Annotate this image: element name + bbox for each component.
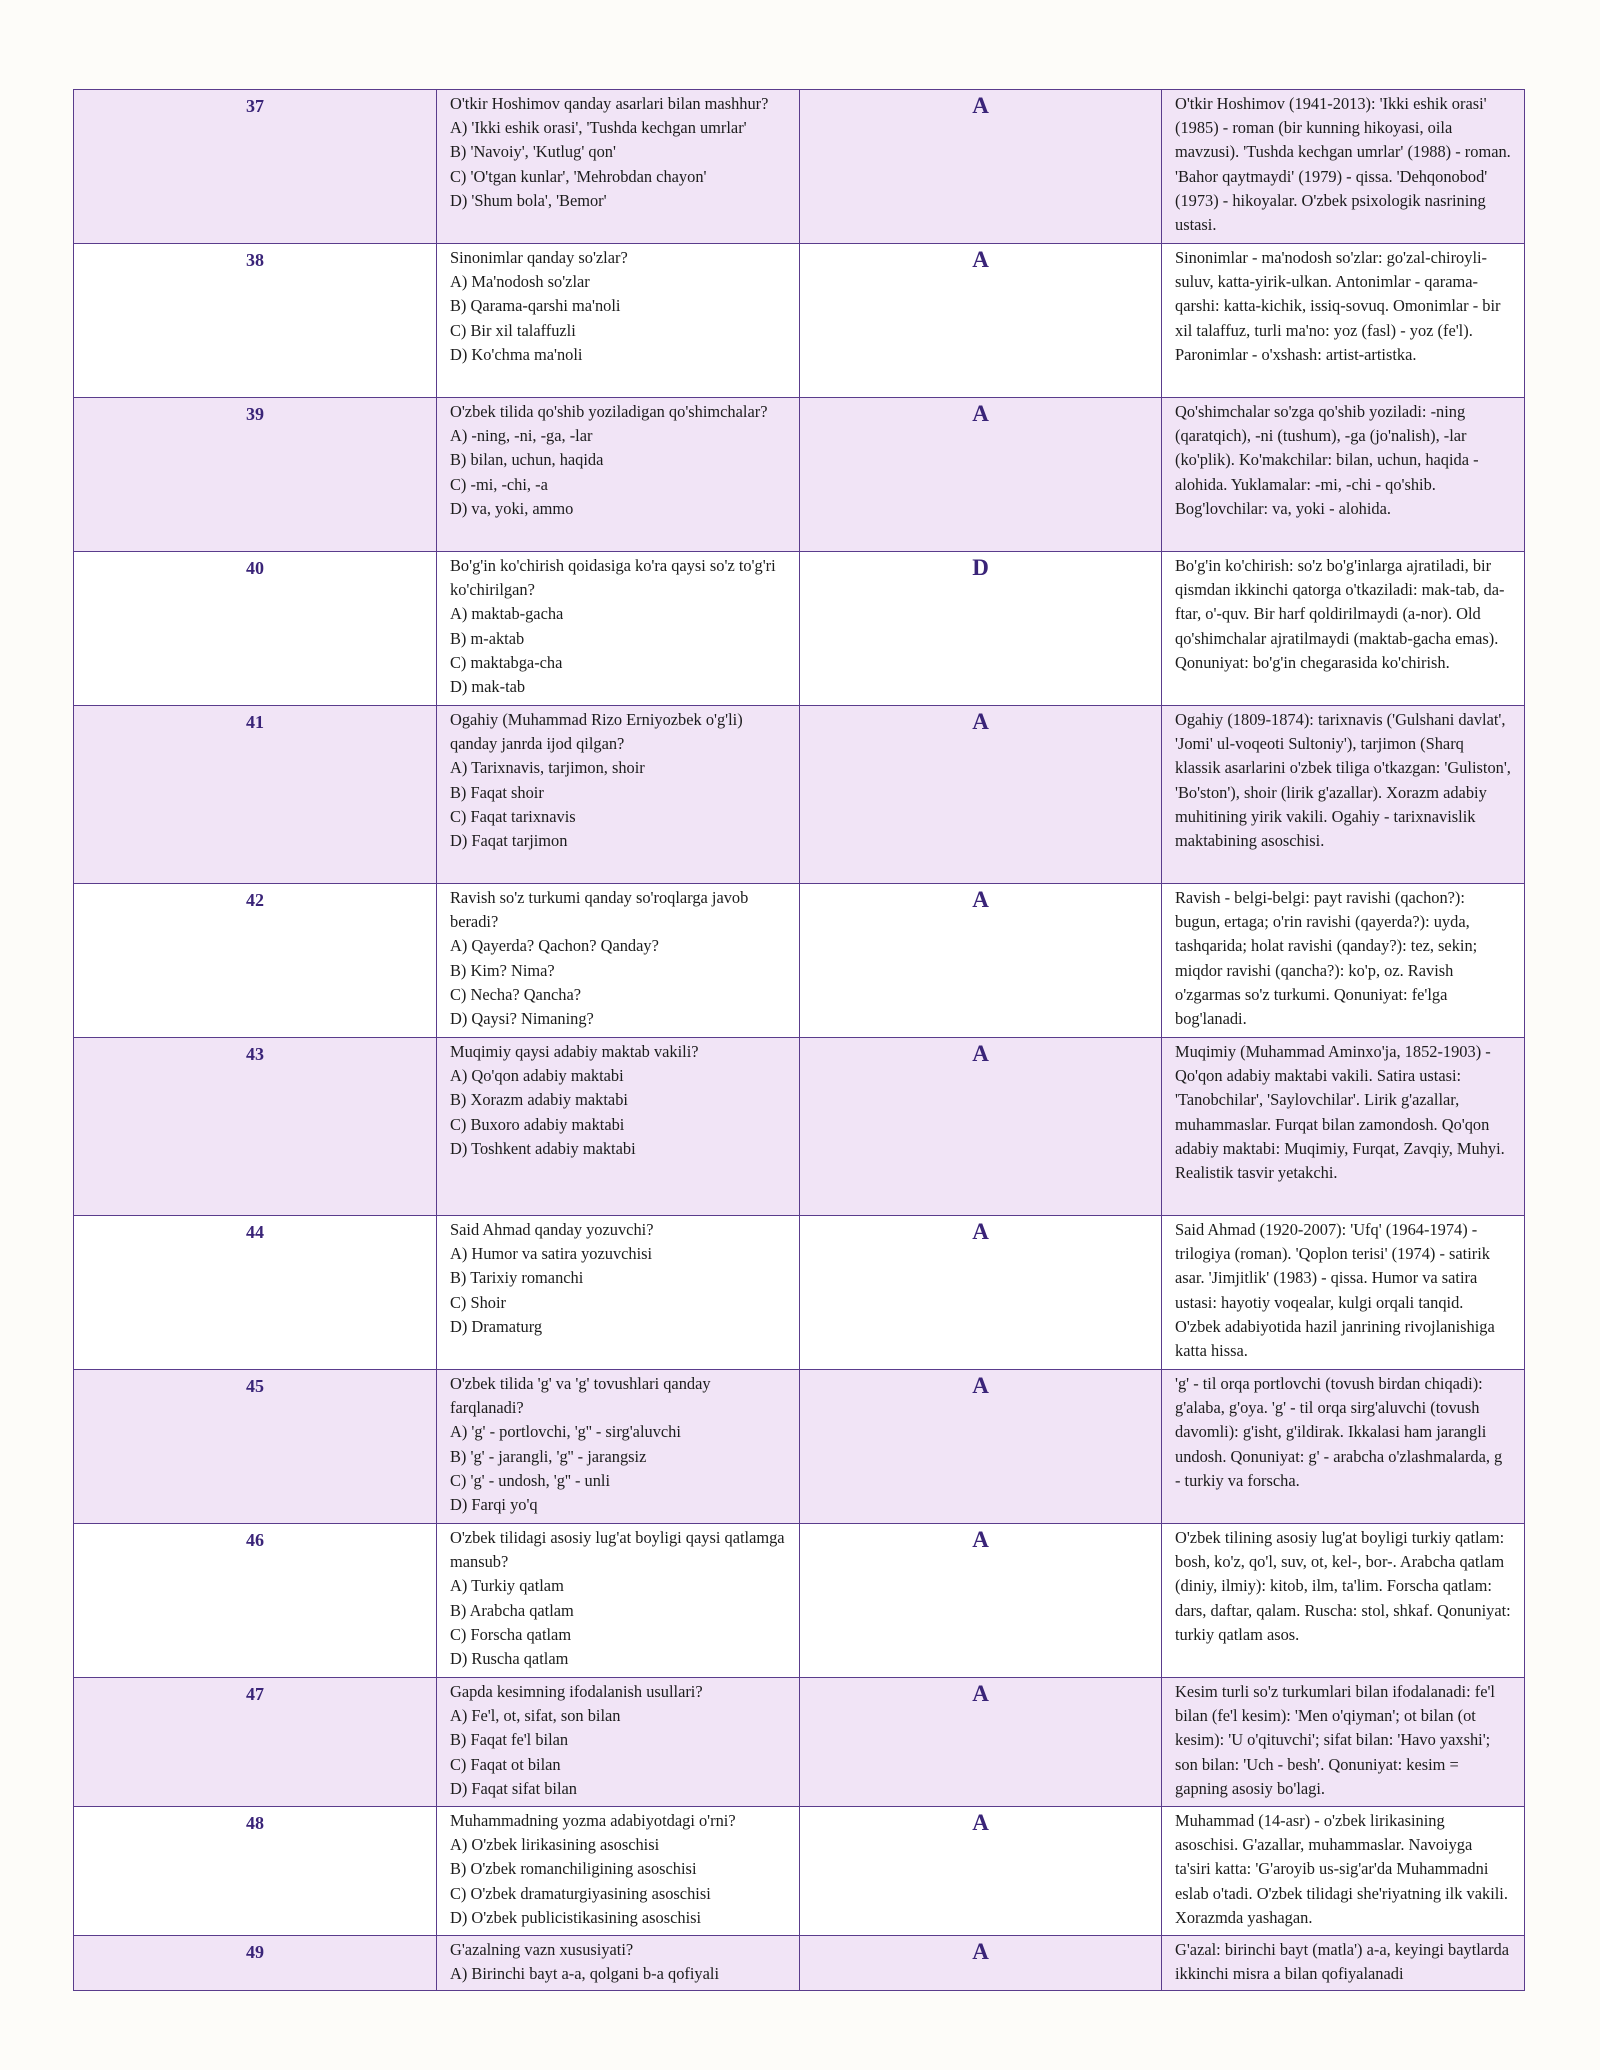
answer-option: C) Necha? Qancha?: [450, 984, 582, 1004]
answer-option: C) Bir xil talaffuzli: [450, 320, 576, 340]
table-row: [74, 552, 1525, 706]
answer-option: A) 'Ikki eshik orasi', 'Tushda kechgan umrlar': [450, 118, 747, 138]
question-number: 40: [246, 558, 264, 578]
explanation-cell: [1162, 706, 1525, 884]
question-number: 45: [246, 1376, 264, 1396]
question-text: O'zbek tilida qo'shib yoziladigan qo'shimchalar?: [450, 402, 768, 421]
question-number-cell: [74, 1370, 437, 1524]
question-text: Muqimiy qaysi adabiy maktab vakili?: [450, 1042, 699, 1061]
answer-option: A) Fe'l, ot, sifat, son bilan: [450, 1706, 621, 1726]
answer-option: B) Tarixiy romanchi: [450, 1268, 584, 1288]
answer-cell: [800, 706, 1162, 884]
table-row: [74, 1370, 1525, 1524]
answer-option: B) Xorazm adabiy maktabi: [450, 1090, 628, 1110]
answer-option: A) Humor va satira yozuvchisi: [450, 1244, 653, 1264]
question-text: Ogahiy (Muhammad Rizo Erniyozbek o'g'li) qanday janrda ijod qilgan?: [450, 710, 743, 754]
question-text: Ravish so'z turkumi qanday so'roqlarga javob beradi?: [450, 888, 749, 932]
question-number-cell: [74, 552, 437, 706]
question-text: Bo'g'in ko'chirish qoidasiga ko'ra qaysi so'z to'g'ri ko'chirilgan?: [450, 556, 776, 600]
answer-cell: [800, 1936, 1162, 1991]
answer-cell: [800, 552, 1162, 706]
answer-option: D) Farqi yo'q: [450, 1495, 538, 1515]
answer-option: D) mak-tab: [450, 677, 526, 697]
answer-cell: [800, 884, 1162, 1038]
answer-option: A) O'zbek lirikasining asoschisi: [450, 1835, 660, 1855]
question-text: Muhammadning yozma adabiyotdagi o'rni?: [450, 1811, 736, 1830]
answer-option: B) Kim? Nima?: [450, 960, 555, 980]
question-cell: [437, 1678, 800, 1807]
question-number-cell: [74, 884, 437, 1038]
question-cell: [437, 398, 800, 552]
answer-option: C) Shoir: [450, 1292, 507, 1312]
question-cell: [437, 884, 800, 1038]
question-number-cell: [74, 1216, 437, 1370]
question-number: 47: [246, 1684, 264, 1704]
table-row: [74, 398, 1525, 552]
question-text: G'azalning vazn xususiyati?: [450, 1940, 634, 1959]
explanation-cell: [1162, 1524, 1525, 1678]
correct-answer: A: [972, 1373, 989, 1398]
question-number: 38: [246, 250, 264, 270]
answer-option: C) O'zbek dramaturgiyasining asoschisi: [450, 1883, 711, 1903]
explanation-text: Said Ahmad (1920-2007): 'Ufq' (1964-1974) - trilogiya (roman). 'Qoplon terisi' (1974) - satirik asar. 'Jimjitlik' (1983) - qissa. Humor va satira ustasi: hayotiy voqealar, kulgi orqali tanqid. O'zbek adabiyotida hazil janrining rivojlanishiga katta hissa.: [1175, 1220, 1495, 1361]
explanation-text: 'g' - til orqa portlovchi (tovush birdan chiqadi): g'alaba, g'oya. 'g' - til orqa sirg'aluvchi (tovush davomli): g'isht, g'ildirak. Ikkalasi ham jarangli undosh. Qonuniyat: g' - arabcha o'zlashmalarda, g - turkiy va forscha.: [1175, 1374, 1503, 1490]
answer-option: A) Ma'nodosh so'zlar: [450, 272, 590, 292]
answer-option: B) 'Navoiy', 'Kutlug' qon': [450, 142, 616, 162]
table-row: [74, 1038, 1525, 1216]
table-row: [74, 1678, 1525, 1807]
question-cell: [437, 1807, 800, 1936]
correct-answer: A: [972, 709, 989, 734]
answer-option: B) 'g' - jarangli, 'g'' - jarangsiz: [450, 1446, 647, 1466]
correct-answer: A: [972, 1041, 989, 1066]
question-text: O'zbek tilidagi asosiy lug'at boyligi qaysi qatlamga mansub?: [450, 1528, 785, 1572]
explanation-cell: [1162, 552, 1525, 706]
answer-cell: [800, 398, 1162, 552]
explanation-text: Kesim turli so'z turkumlari bilan ifodalanadi: fe'l bilan (fe'l kesim): 'Men o'qiyman'; ot bilan (ot kesim): 'U o'qituvchi'; sifat bilan: 'Havo yaxshi'; son bilan: 'Uch - besh'. Qonuniyat: kesim = gapning asosiy bo'lagi.: [1175, 1682, 1495, 1798]
question-number: 37: [246, 96, 264, 116]
explanation-cell: [1162, 884, 1525, 1038]
answer-option: D) O'zbek publicistikasining asoschisi: [450, 1907, 702, 1927]
explanation-cell: [1162, 244, 1525, 398]
answer-option: B) m-aktab: [450, 628, 525, 648]
question-cell: [437, 1936, 800, 1991]
answer-option: D) Faqat tarjimon: [450, 831, 568, 851]
answer-option: D) Dramaturg: [450, 1316, 543, 1336]
question-cell: [437, 552, 800, 706]
answer-option: B) Qarama-qarshi ma'noli: [450, 296, 621, 316]
explanation-cell: [1162, 1936, 1525, 1991]
quiz-table-body: [74, 90, 1525, 1991]
table-row: [74, 706, 1525, 884]
correct-answer: A: [972, 1527, 989, 1552]
answer-option: A) Birinchi bayt a-a, qolgani b-a qofiyali: [450, 1964, 719, 1984]
answer-option: B) bilan, uchun, haqida: [450, 450, 604, 470]
correct-answer: A: [972, 247, 989, 272]
answer-cell: [800, 90, 1162, 244]
explanation-text: Ravish - belgi-belgi: payt ravishi (qachon?): bugun, ertaga; o'rin ravishi (qayerda?): uyda, tashqarida; holat ravishi (qanday?): tez, sekin; miqdor ravishi (qancha?): ko'p, oz. Ravish o'zgarmas so'z turkumi. Qonuniyat: fe'lga bog'lanadi.: [1175, 888, 1478, 1029]
explanation-cell: [1162, 1216, 1525, 1370]
explanation-cell: [1162, 1370, 1525, 1524]
answer-cell: [800, 1038, 1162, 1216]
question-cell: [437, 1216, 800, 1370]
correct-answer: A: [972, 1810, 989, 1835]
correct-answer: A: [972, 1219, 989, 1244]
question-text: O'zbek tilida 'g' va 'g' tovushlari qanday farqlanadi?: [450, 1374, 711, 1418]
answer-cell: [800, 1678, 1162, 1807]
question-text: Gapda kesimning ifodalanish usullari?: [450, 1682, 703, 1701]
question-cell: [437, 244, 800, 398]
explanation-text: Muhammad (14-asr) - o'zbek lirikasining asoschisi. G'azallar, muhammaslar. Navoiyga ta'siri katta: 'G'aroyib us-sig'ar'da Muhammadni eslab o'tadi. O'zbek tilidagi she'riyatning ilk vakili. Xorazmda yashagan.: [1175, 1811, 1508, 1927]
table-row: [74, 884, 1525, 1038]
question-number-cell: [74, 1807, 437, 1936]
explanation-text: O'tkir Hoshimov (1941-2013): 'Ikki eshik orasi' (1985) - roman (bir kunning hikoyasi, oila mavzusi). 'Tushda kechgan umrlar' (1988) - roman. 'Bahor qaytmaydi' (1979) - qissa. 'Dehqonobod' (1973) - hikoyalar. O'zbek psixologik nasrining ustasi.: [1175, 94, 1511, 235]
answer-option: A) Turkiy qatlam: [450, 1576, 564, 1596]
question-number-cell: [74, 244, 437, 398]
answer-option: C) -mi, -chi, -a: [450, 474, 548, 494]
answer-option: C) maktabga-cha: [450, 652, 563, 672]
table-row: [74, 90, 1525, 244]
answer-option: D) Toshkent adabiy maktabi: [450, 1138, 636, 1158]
answer-option: D) Ruscha qatlam: [450, 1649, 569, 1669]
question-number: 48: [246, 1813, 264, 1833]
question-number-cell: [74, 1936, 437, 1991]
correct-answer: A: [972, 887, 989, 912]
answer-option: D) 'Shum bola', 'Bemor': [450, 190, 607, 210]
answer-option: A) maktab-gacha: [450, 604, 564, 624]
question-cell: [437, 1370, 800, 1524]
question-number: 44: [246, 1222, 264, 1242]
question-number-cell: [74, 1038, 437, 1216]
table-row: [74, 244, 1525, 398]
quiz-table: [73, 89, 1525, 1991]
table-row: [74, 1936, 1525, 1991]
answer-option: A) -ning, -ni, -ga, -lar: [450, 426, 593, 446]
answer-option: A) Tarixnavis, tarjimon, shoir: [450, 758, 645, 778]
answer-option: C) Faqat tarixnavis: [450, 806, 576, 826]
explanation-cell: [1162, 1038, 1525, 1216]
answer-cell: [800, 1524, 1162, 1678]
question-number-cell: [74, 398, 437, 552]
question-text: O'tkir Hoshimov qanday asarlari bilan mashhur?: [450, 94, 769, 113]
correct-answer: D: [972, 555, 989, 580]
table-row: [74, 1216, 1525, 1370]
question-number: 39: [246, 404, 264, 424]
question-number: 42: [246, 890, 264, 910]
answer-option: D) Faqat sifat bilan: [450, 1778, 577, 1798]
answer-option: C) Buxoro adabiy maktabi: [450, 1114, 625, 1134]
explanation-cell: [1162, 1678, 1525, 1807]
explanation-cell: [1162, 90, 1525, 244]
question-number: 49: [246, 1942, 264, 1962]
answer-option: D) Qaysi? Nimaning?: [450, 1009, 594, 1029]
explanation-text: O'zbek tilining asosiy lug'at boyligi turkiy qatlam: bosh, ko'z, qo'l, suv, ot, kel-, bor-. Arabcha qatlam (diniy, ilmiy): kitob, ilm, ta'lim. Forscha qatlam: dars, daftar, qalam. Ruscha: stol, shkaf. Qonuniyat: turkiy qatlam asos.: [1175, 1528, 1511, 1644]
quiz-sheet: [73, 89, 1524, 1991]
correct-answer: A: [972, 401, 989, 426]
question-number-cell: [74, 1678, 437, 1807]
table-row: [74, 1807, 1525, 1936]
question-number-cell: [74, 706, 437, 884]
answer-option: C) 'g' - undosh, 'g'' - unli: [450, 1470, 611, 1490]
question-cell: [437, 1524, 800, 1678]
explanation-cell: [1162, 1807, 1525, 1936]
question-number: 43: [246, 1044, 264, 1064]
question-number-cell: [74, 1524, 437, 1678]
answer-option: B) O'zbek romanchiligining asoschisi: [450, 1859, 697, 1879]
explanation-text: Ogahiy (1809-1874): tarixnavis ('Gulshani davlat', 'Jomi' ul-voqeoti Sultoniy'), tarjimon (Sharq klassik asarlarini o'zbek tiliga o'tkazgan: 'Guliston', 'Bo'ston'), shoir (lirik g'azallar). Xorazm adabiy muhitining yirik vakili. Ogahiy - tarixnavislik maktabining asoschisi.: [1175, 710, 1511, 851]
question-cell: [437, 1038, 800, 1216]
explanation-cell: [1162, 398, 1525, 552]
answer-option: A) 'g' - portlovchi, 'g'' - sirg'aluvchi: [450, 1422, 681, 1442]
explanation-text: Qo'shimchalar so'zga qo'shib yoziladi: -ning (qaratqich), -ni (tushum), -ga (jo'nalish), -lar (ko'plik). Ko'makchilar: bilan, uchun, haqida - alohida. Yuklamalar: -mi, -chi - qo'shib. Bog'lovchilar: va, yoki - alohida.: [1175, 402, 1479, 518]
answer-option: B) Faqat fe'l bilan: [450, 1730, 569, 1750]
answer-cell: [800, 1370, 1162, 1524]
explanation-text: G'azal: birinchi bayt (matla') a-a, keyingi baytlarda ikkinchi misra a bilan qofiyalanadi: [1175, 1940, 1510, 1984]
question-text: Sinonimlar qanday so'zlar?: [450, 248, 628, 267]
answer-option: C) Forscha qatlam: [450, 1624, 572, 1644]
explanation-text: Sinonimlar - ma'nodosh so'zlar: go'zal-chiroyli-suluv, katta-yirik-ulkan. Antonimlar - qarama-qarshi: katta-kichik, issiq-sovuq. Omonimlar - bir xil talaffuz, turli ma'no: yoz (fasl) - yoz (fe'l). Paronimlar - o'xshash: artist-artistka.: [1175, 248, 1501, 364]
answer-cell: [800, 1807, 1162, 1936]
question-cell: [437, 90, 800, 244]
answer-option: B) Faqat shoir: [450, 782, 544, 802]
question-cell: [437, 706, 800, 884]
correct-answer: A: [972, 93, 989, 118]
correct-answer: A: [972, 1939, 989, 1964]
table-row: [74, 1524, 1525, 1678]
explanation-text: Muqimiy (Muhammad Aminxo'ja, 1852-1903) - Qo'qon adabiy maktabi vakili. Satira ustasi: 'Tanobchilar', 'Saylovchilar'. Lirik g'azallar, muhammaslar. Furqat bilan zamondosh. Qo'qon adabiy maktabi: Muqimiy, Furqat, Zavqiy, Muhyi. Realistik tasvir yetakchi.: [1175, 1042, 1505, 1183]
question-text: Said Ahmad qanday yozuvchi?: [450, 1220, 654, 1239]
answer-option: D) Ko'chma ma'noli: [450, 344, 583, 364]
answer-option: A) Qayerda? Qachon? Qanday?: [450, 936, 659, 956]
question-number-cell: [74, 90, 437, 244]
question-number: 41: [246, 712, 264, 732]
answer-option: D) va, yoki, ammo: [450, 498, 574, 518]
answer-option: C) Faqat ot bilan: [450, 1754, 561, 1774]
answer-option: C) 'O'tgan kunlar', 'Mehrobdan chayon': [450, 166, 707, 186]
answer-cell: [800, 244, 1162, 398]
question-number: 46: [246, 1530, 264, 1550]
answer-cell: [800, 1216, 1162, 1370]
answer-option: B) Arabcha qatlam: [450, 1600, 574, 1620]
answer-option: A) Qo'qon adabiy maktabi: [450, 1066, 624, 1086]
correct-answer: A: [972, 1681, 989, 1706]
explanation-text: Bo'g'in ko'chirish: so'z bo'g'inlarga ajratiladi, bir qismdan ikkinchi qatorga o'tkaziladi: mak-tab, da-ftar, o'-quv. Bir harf qoldirilmaydi (a-nor). Old qo'shimchalar ajratilmaydi (maktab-gacha emas). Qonuniyat: bo'g'in chegarasida ko'chirish.: [1175, 556, 1505, 672]
